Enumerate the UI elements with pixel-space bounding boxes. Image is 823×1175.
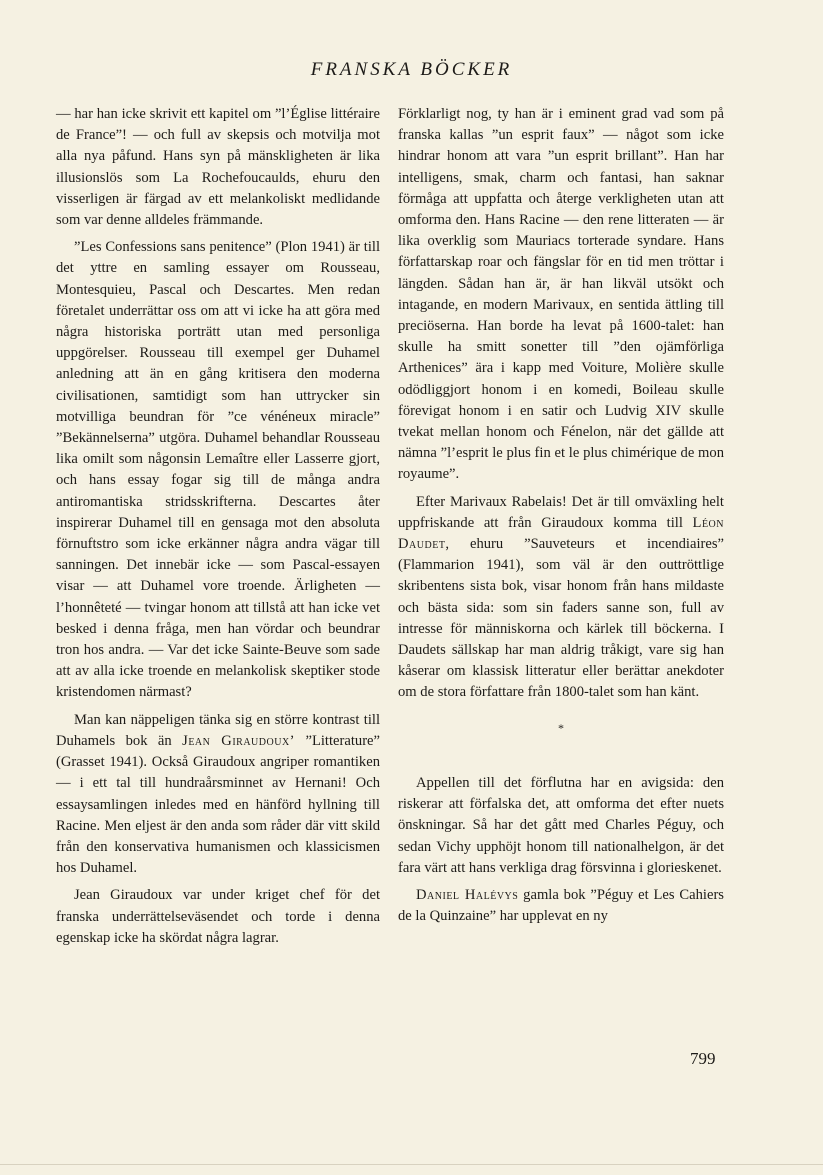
paragraph (398, 492, 724, 704)
paragraph: — har han icke skrivit ett kapitel om ”l’Église littéraire de France”! — och full av skepsis och motvilja mot alla nya påfund. Hans syn på mänskligheten är lika illusionslös som La Rochefoucaulds, ehuru den visserligen är färgad av ett melankoliskt medlidande som var denne alldeles främmande. (56, 106, 380, 229)
paragraph: Appellen till det förflutna har en avigsida: den riskerar att förfalska det, att omforma det efter nuets önskningar. Så har det gått med Charles Péguy, och sedan Vichy upphöjt honom till nationalhelgon, är det fara värt att hans verkliga drag försvinna i glorieskenet. (398, 774, 724, 876)
right-column (398, 104, 724, 933)
paragraph-text: Efter Marivaux Rabelais! Det är till omväxling helt uppfriskande att från Giraudoux komma till (398, 493, 724, 531)
page-number: 799 (690, 1049, 716, 1068)
paragraph-text: , ehuru ”Sauveteurs et incendiaires” (Flammarion 1941), som väl är den outtröttlige skribentens sista bok, visar honom från hans mildaste och bästa sida: som sin faders sanne son, full av intresse för människorna och kärlek till böckerna. I Daudets sällskap har man aldrig tråkigt, vare sig han kåserar om klassisk litteratur eller berättar anekdoter om de stora författare från 1800-talet som han känt. (398, 536, 724, 701)
section-separator: * (558, 720, 564, 735)
paragraph-text: ”Litterature” (Grasset 1941). Också Giraudoux angriper romantiken — i ett tal till hundraårsminnet av Hernani! Och essaysamlingen inledes med en hänförd hyllning till Racine. Men eljest är den anda som råder där vitt skild från den konservativa humanismen och klassicismen hos Duhamel. (56, 732, 381, 877)
paragraph (398, 885, 724, 927)
page-edge (0, 1164, 823, 1165)
paragraph: ”Les Confessions sans penitence” (Plon 1941) är till det yttre en samling essayer om Rousseau, Montesquieu, Pascal och Descartes. Men redan företalet underrättar oss om att vi icke ha att göra med några historiska porträtt utan med personliga uppgörelser. Rousseau till exempel ger Duhamel anledning att än en gång kritisera den moderna civilisationen, samtidigt som han uttrycker sin motvilliga beundran för ”ce vénéneux miracle” ”Bekännelserna” utgöra. Duhamel behandlar Rousseau lika omilt som någonsin Lemaître eller Lasserre gjort, och hans essay fogar sig till de många andra antiromantiska stridsskrifterna. Descartes åter inspirerar Duhamel till en gensaga mot den absoluta förnuftstro som icke erkänner några andra vägar till sanningen. Det innebär icke — som Pascal-essayen visar — att Duhamel vore troende. Ärligheten — l’honnêteté — tvingar honom att tillstå att han icke vet besked i denna fråga, men han vördar och beundrar tron hos andra. — Var det icke Sainte-Beuve som sade att av alla icke troende en melankolisk skeptiker stode kristendomen närmast? (56, 239, 380, 701)
running-header: FRANSKA BÖCKER (310, 59, 513, 80)
paragraph-text: Man kan näppeligen tänka sig en större kontrast till Duhamels bok än (56, 711, 380, 749)
left-column (56, 104, 380, 955)
paragraph-text: gamla bok ”Péguy et Les Cahiers de la Quinzaine” har upplevat en ny (398, 886, 724, 925)
paragraph: Förklarligt nog, ty han är i eminent grad vad som på franska kallas ”un esprit faux” — något som icke hindrar honom att vara ”un esprit brillant”. Han har intelligens, smak, charm och fantasi, han saknar förmåga att uppfatta och återge verkligheten utan att omforma den. Hans Racine — den rene litteraten — är lika overklig som Mauriacs torterade syndare. Hans författarskap roar och fängslar för en tid men tröttar i längden. Sådan han är, är han likväl utsökt och intagande, en modern Marivaux, en sentida ättling till preciöserna. Han borde ha levat på 1600-talet: han skulle ha smitt sonetter till ”den ojämförliga Arthenices” ära i kapp med Voiture, Molière skulle odödliggjort honom i en komedi, Boileau skulle förevigat honom i en satir och Ludvig XIV skulle tvekat mellan honom och Fénelon, när det gällde att nämna ”l’esprit le plus fin et le plus chimérique de mon royaume”. (398, 106, 724, 483)
paragraph (56, 710, 380, 880)
author-name: Léon Daudet (398, 514, 724, 553)
author-name: Daniel Halévys (416, 886, 519, 903)
author-name: Jean Giraudoux’ (182, 732, 296, 749)
paragraph: Jean Giraudoux var under kriget chef för det franska underrättelseväsendet och torde i denna egenskap icke ha skördat några lagrar. (56, 887, 380, 946)
